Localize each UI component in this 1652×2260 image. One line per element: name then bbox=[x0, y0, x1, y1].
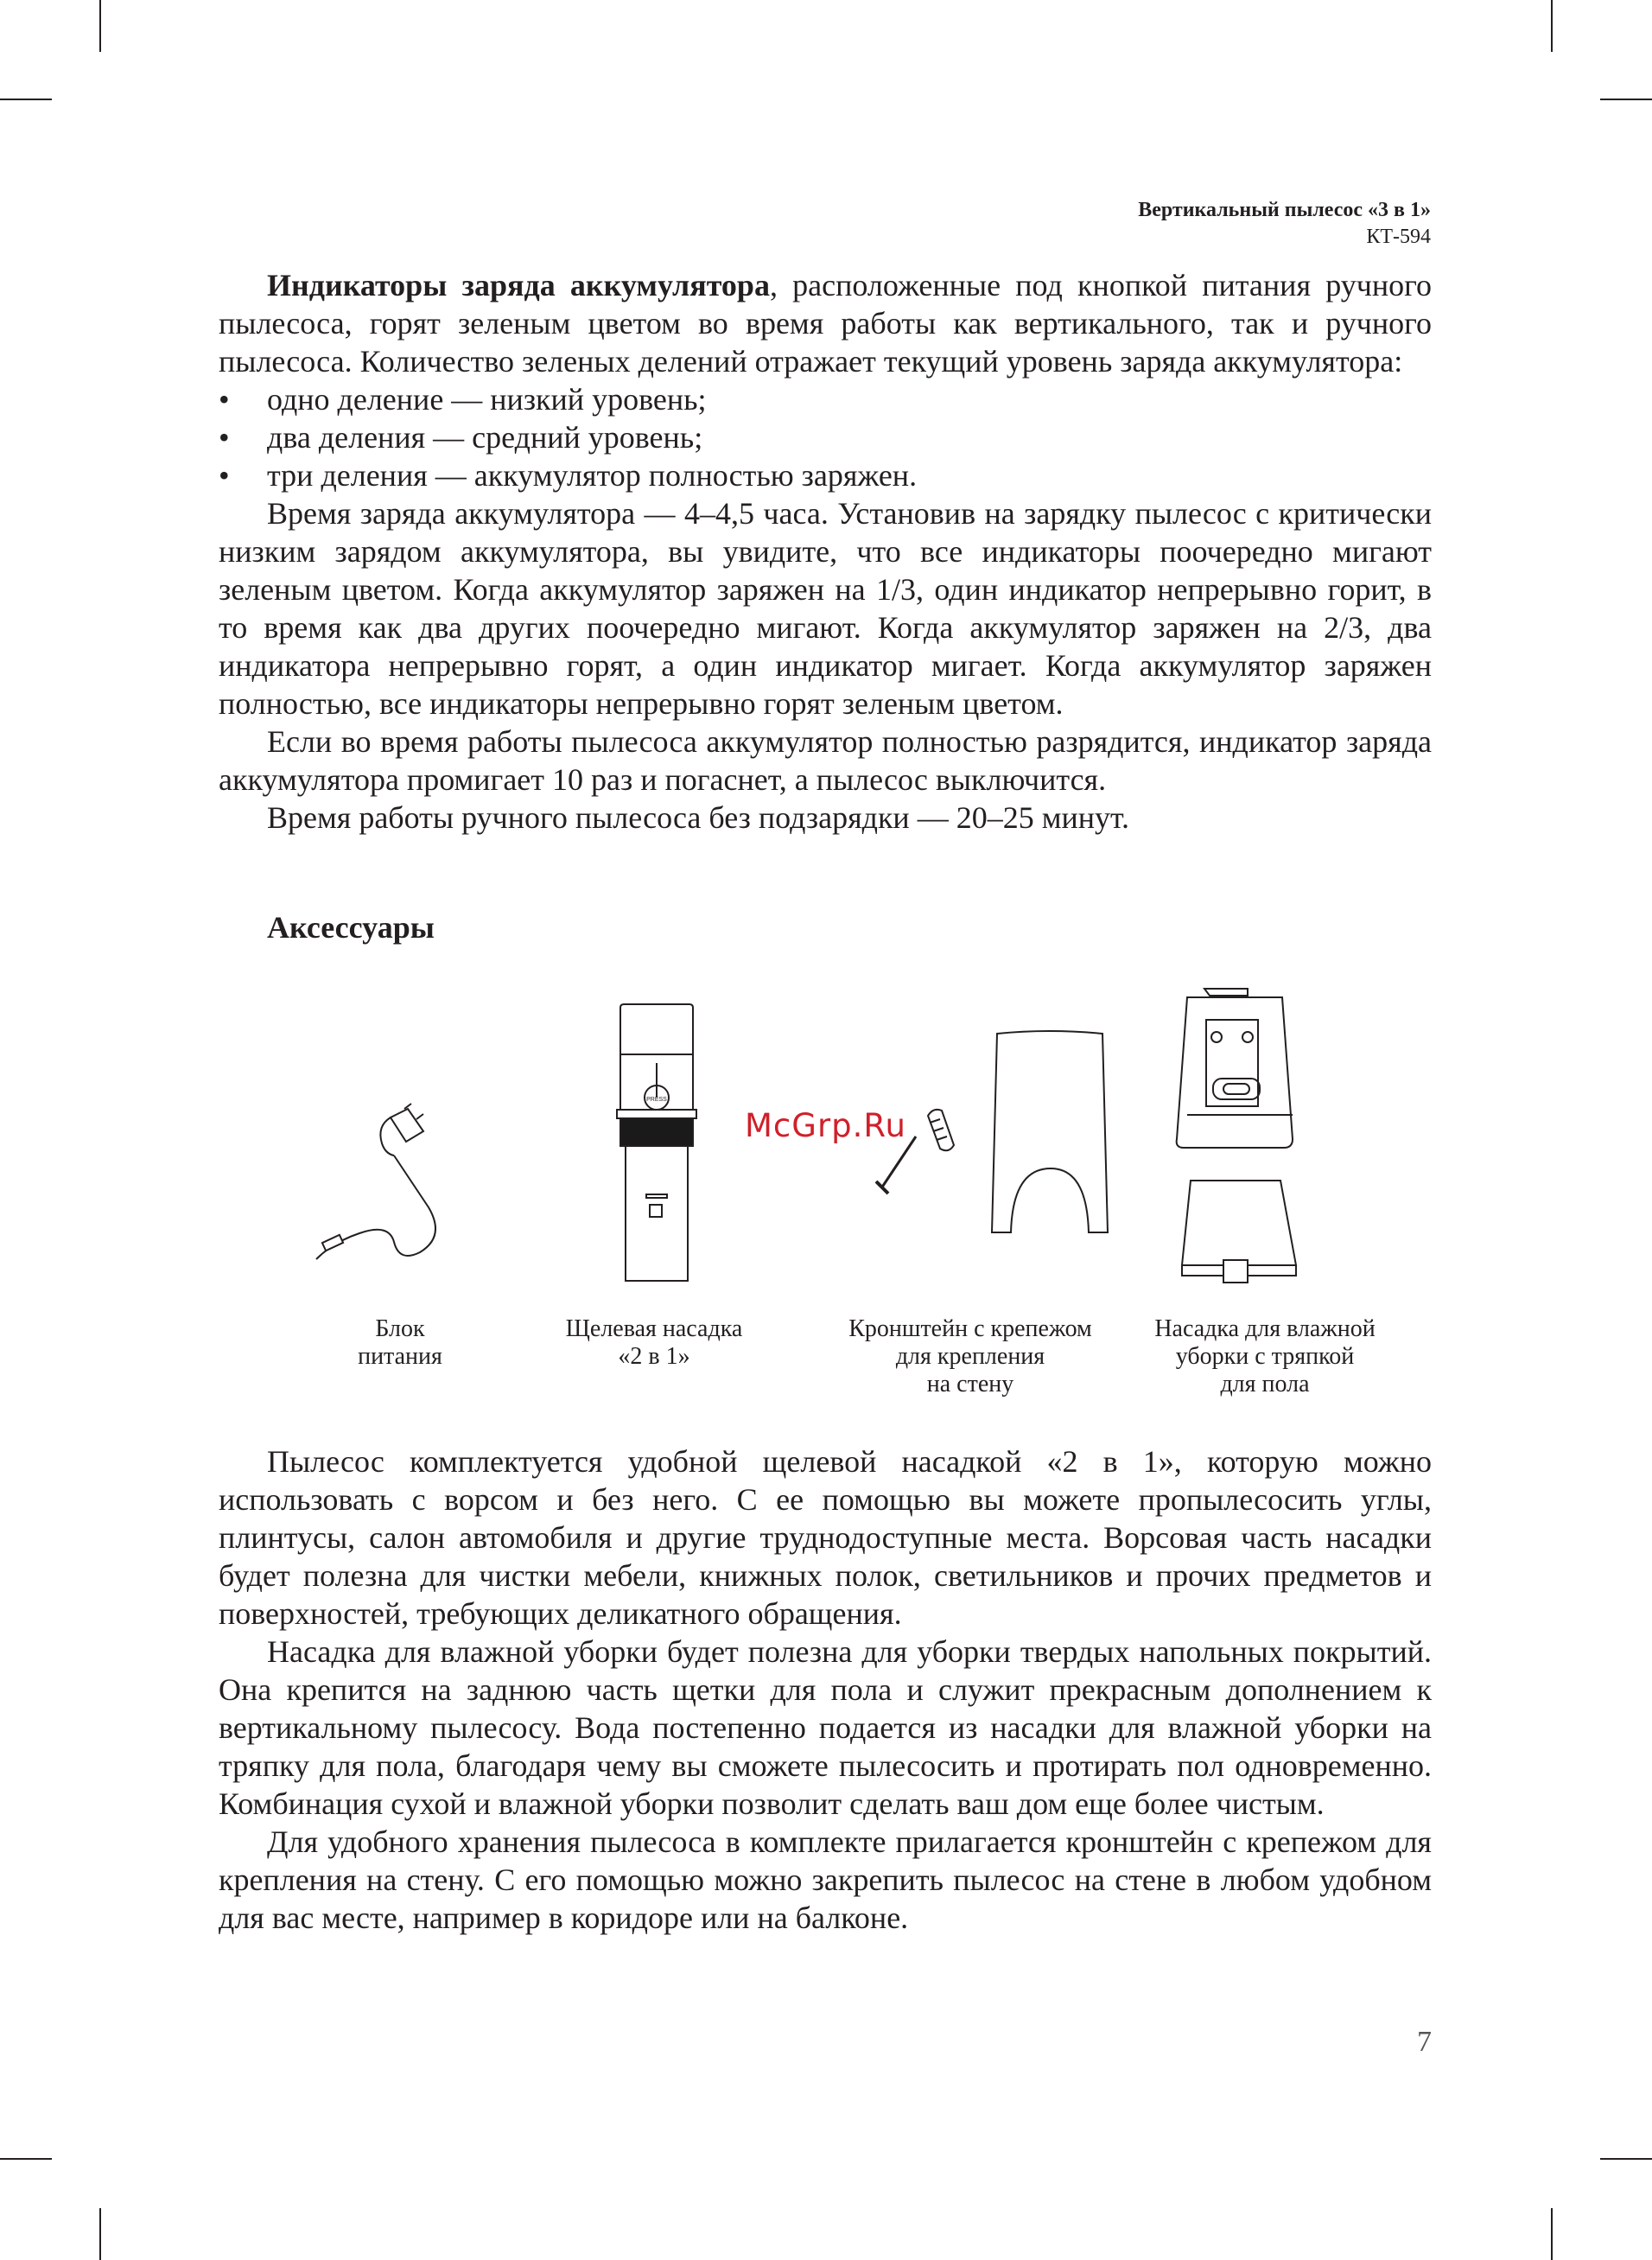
crop-mark-bottom-right-horizontal bbox=[1600, 2158, 1652, 2160]
wall-bracket-paragraph: Для удобного хранения пылесоса в комплекте прилагается кронштейн с крепежом для крепления на стену. С его помощью можно закрепить пылесос на стене в любом удобном для вас месте, например в коридоре или на балконе. bbox=[219, 1824, 1432, 1935]
header-product-title: Вертикальный пылесос «3 в 1» bbox=[1138, 199, 1431, 221]
list-item: • три деления — аккумулятор полностью заряжен. bbox=[219, 458, 918, 493]
bullet-marker: • bbox=[219, 420, 230, 455]
crop-mark-top-left-horizontal bbox=[0, 99, 52, 100]
intro-bold-term: Индикаторы заряда аккумулятора bbox=[267, 268, 770, 302]
list-item: • два деления — средний уровень; bbox=[219, 420, 703, 455]
crevice-nozzle-paragraph: Пылесос комплектуется удобной щелевой насадкой «2 в 1», которую можно использовать с ворсом и без него. С ее помощью вы можете пропылесосить углы, плинтусы, салон автомобиля и другие труднодоступные места. Ворсовая часть насадки будет полезна для чистки мебели, книжных полок, светильников и прочих предметов и поверхностей, требующих деликатного обращения. bbox=[219, 1444, 1432, 1631]
bullet-marker: • bbox=[219, 458, 230, 493]
accessories-description bbox=[219, 1442, 1432, 1937]
crevice-nozzle-illustration bbox=[605, 1003, 708, 1283]
caption-wall-bracket: Кронштейн с крепежом для крепления на стену bbox=[848, 1315, 1092, 1397]
press-label: PRESS bbox=[646, 1097, 667, 1103]
page-number: 7 bbox=[1417, 2026, 1432, 2058]
wall-bracket-illustration bbox=[985, 1028, 1115, 1236]
running-header bbox=[1138, 197, 1431, 251]
bullet-marker: • bbox=[219, 382, 230, 417]
watermark: McGrp.Ru bbox=[745, 1107, 906, 1144]
wet-cleaning-nozzle-illustration bbox=[1175, 985, 1296, 1283]
charge-time-paragraph: Время заряда аккумулятора — 4–4,5 часа. Установив на зарядку пылесос с критически низким зарядом аккумулятора, вы увидите, что все индикаторы поочередно мигают зеленым цветом. Когда аккумулятор заряжен на 1/3, один индикатор непрерывно горит, в то время как два других поочередно мигают. Когда аккумулятор заряжен на 2/3, два индикатора непрерывно горят, а один индикатор мигает. Когда аккумулятор заряжен полностью, все индикаторы непрерывно горят зеленым цветом. bbox=[219, 496, 1432, 721]
discharge-paragraph: Если во время работы пылесоса аккумулятор полностью разрядится, индикатор заряда аккумулятора промигает 10 раз и погаснет, а пылесос выключится. bbox=[219, 724, 1432, 797]
crop-mark-bottom-left-horizontal bbox=[0, 2158, 52, 2160]
intro-paragraph bbox=[219, 266, 1432, 380]
header-model: КТ-594 bbox=[1366, 226, 1431, 248]
power-adapter-illustration bbox=[320, 1102, 458, 1275]
crop-mark-bottom-right-vertical bbox=[1551, 2208, 1553, 2260]
caption-power-adapter: Блок питания bbox=[358, 1315, 442, 1370]
crop-mark-bottom-left-vertical bbox=[99, 2208, 101, 2260]
crop-mark-top-right-horizontal bbox=[1600, 99, 1652, 100]
list-item: • одно деление — низкий уровень; bbox=[219, 382, 707, 417]
intro-block bbox=[219, 266, 1432, 837]
section-title: Аксессуары bbox=[267, 910, 435, 945]
caption-crevice-nozzle: Щелевая насадка «2 в 1» bbox=[565, 1315, 743, 1370]
intro-text: , расположенные под кнопкой питания ручного пылесоса, горят зеленым цветом во время работы как вертикального, так и ручного пылесоса. Количество зеленых делений отражает текущий уровень заряда аккумулятора: bbox=[219, 268, 1432, 379]
wet-nozzle-paragraph: Насадка для влажной уборки будет полезна для уборки твердых напольных покрытий. Она крепится на заднюю часть щетки для пола и служит прекрасным дополнением к вертикальному пылесосу. Вода постепенно подается из насадки для влажной уборки на тряпку для пола, благодаря чему вы сможете пылесосить и протирать пол одновременно. Комбинация сухой и влажной уборки позволит сделать ваш дом еще более чистым. bbox=[219, 1634, 1432, 1821]
runtime-paragraph: Время работы ручного пылесоса без подзарядки — 20–25 минут. bbox=[267, 800, 1130, 835]
crop-mark-top-right-vertical bbox=[1551, 0, 1553, 52]
crop-mark-top-left-vertical bbox=[99, 0, 101, 52]
caption-wet-nozzle: Насадка для влажной уборки с тряпкой для пола bbox=[1154, 1315, 1376, 1397]
charge-level-list bbox=[219, 380, 1432, 494]
